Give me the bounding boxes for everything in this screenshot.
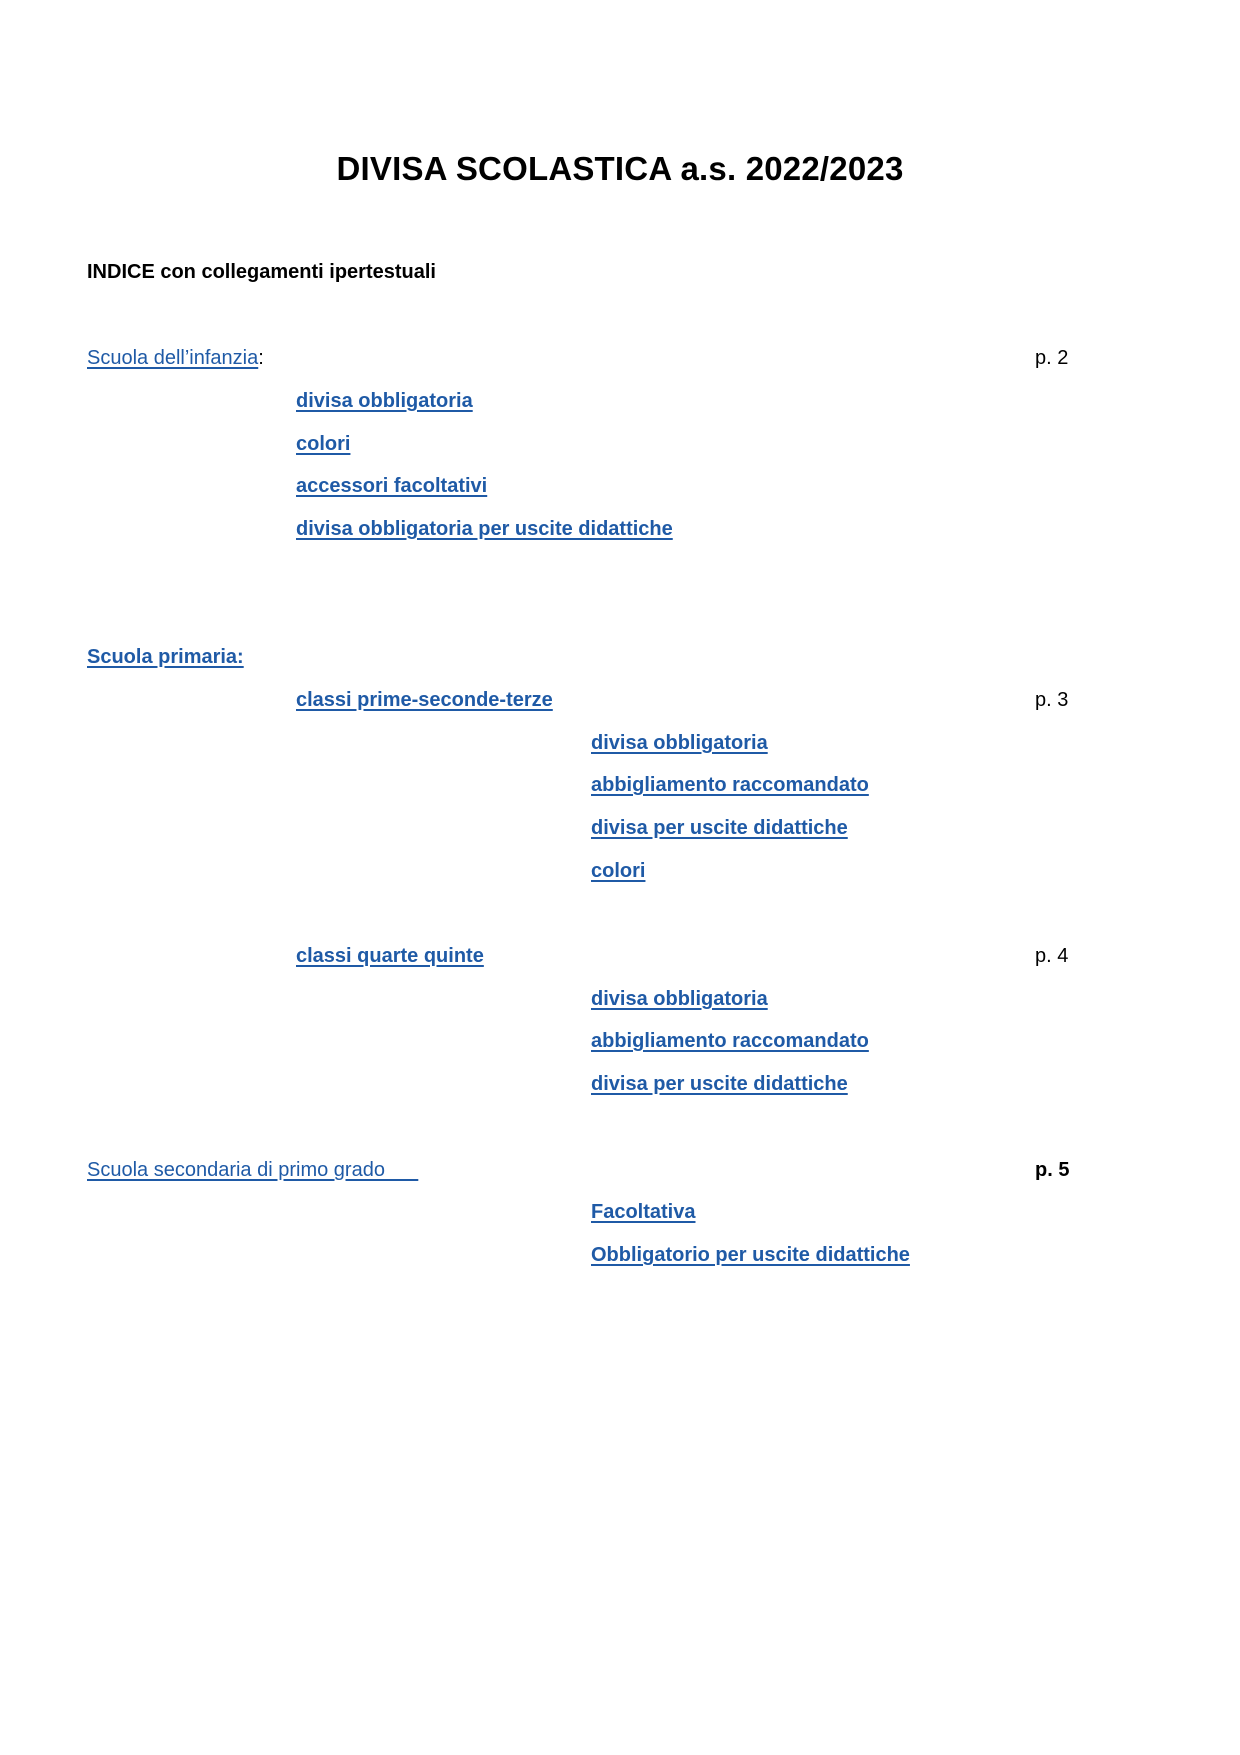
link-secondaria-facoltativa[interactable]: Facoltativa [591, 1201, 696, 1223]
toc-section-infanzia [87, 346, 264, 370]
link-prime-divisa-uscite[interactable]: divisa per uscite didattiche [591, 817, 848, 839]
link-quarte-abbigliamento-raccomandato[interactable]: abbigliamento raccomandato [591, 1030, 869, 1052]
page-number-secondaria: p. 5 [1035, 1159, 1070, 1181]
link-infanzia-colori[interactable]: colori [296, 433, 351, 455]
link-primaria-classi-prime[interactable]: classi prime-seconde-terze [296, 689, 553, 711]
link-secondaria-obbligatorio-uscite[interactable]: Obbligatorio per uscite didattiche [591, 1244, 910, 1266]
link-infanzia-accessori-facoltativi[interactable]: accessori facoltativi [296, 475, 488, 497]
link-prime-colori[interactable]: colori [591, 860, 646, 882]
page-number-primaria-quarte: p. 4 [1035, 945, 1069, 967]
link-infanzia-divisa-obbligatoria[interactable]: divisa obbligatoria [296, 390, 473, 412]
link-scuola-primaria[interactable]: Scuola primaria: [87, 646, 244, 668]
link-primaria-classi-quarte[interactable]: classi quarte quinte [296, 945, 484, 967]
link-prime-abbigliamento-raccomandato[interactable]: abbigliamento raccomandato [591, 774, 869, 796]
link-quarte-divisa-obbligatoria[interactable]: divisa obbligatoria [591, 988, 768, 1010]
colon: : [258, 347, 264, 369]
page-number-infanzia: p. 2 [1035, 347, 1069, 369]
link-infanzia-divisa-uscite[interactable]: divisa obbligatoria per uscite didattiche [296, 518, 673, 540]
page-number-primaria-prime: p. 3 [1035, 689, 1069, 711]
link-scuola-infanzia[interactable]: Scuola dell’infanzia [87, 347, 259, 369]
page-title: DIVISA SCOLASTICA a.s. 2022/2023 [336, 150, 904, 187]
index-heading: INDICE con collegamenti ipertestuali [87, 261, 436, 283]
link-scuola-secondaria[interactable]: Scuola secondaria di primo grado [87, 1159, 419, 1181]
link-prime-divisa-obbligatoria[interactable]: divisa obbligatoria [591, 732, 768, 754]
link-quarte-divisa-uscite[interactable]: divisa per uscite didattiche [591, 1073, 848, 1095]
